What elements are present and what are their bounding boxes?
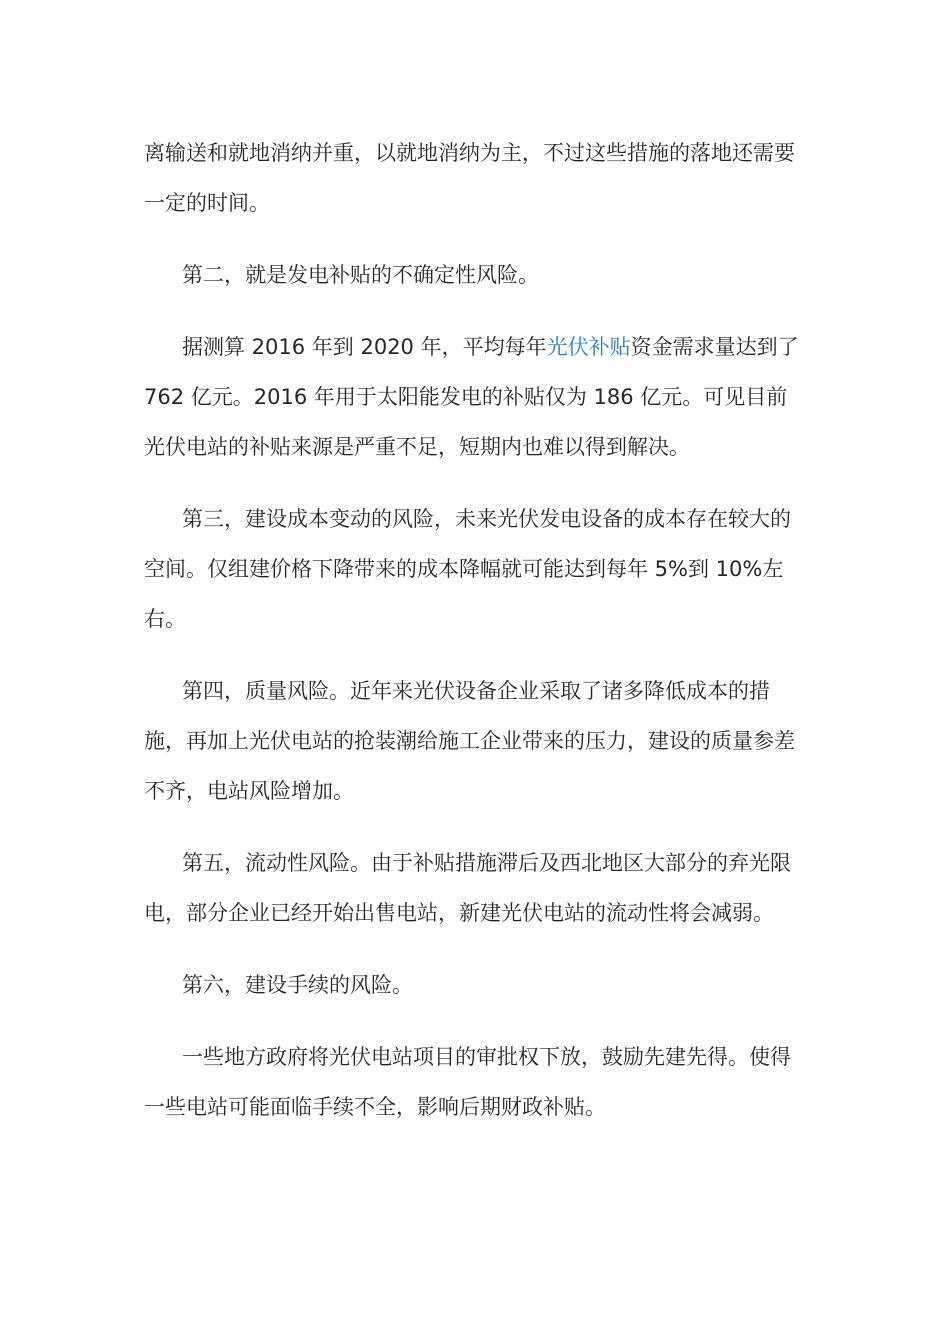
paragraph-risk-5: 第五，流动性风险。由于补贴措施滞后及西北地区大部分的弃光限电，部分企业已经开始出售电站，新建光伏电站的流动性将会减弱。: [144, 851, 791, 925]
paragraph-risk-3: 第三，建设成本变动的风险，未来光伏发电设备的成本存在较大的空间。仅组建价格下降带来的成本降幅就可能达到每年 5%到 10%左右。: [144, 507, 791, 631]
paragraph-continuation: 离输送和就地消纳并重，以就地消纳为主，不过这些措施的落地还需要一定的时间。: [144, 141, 795, 215]
paragraph-risk-2-heading: 第二，就是发电补贴的不确定性风险。: [182, 263, 539, 287]
paragraph-risk-6-heading: 第六，建设手续的风险。: [182, 973, 413, 997]
paragraph-subsidy-estimate: [144, 322, 808, 472]
paragraph-risk-4: 第四，质量风险。近年来光伏设备企业采取了诸多降低成本的措施，再加上光伏电站的抢装潮给施工企业带来的压力，建设的质量参差不齐，电站风险增加。: [144, 679, 795, 803]
paragraph-risk-6-detail: 一些地方政府将光伏电站项目的审批权下放，鼓励先建先得。使得一些电站可能面临手续不全，影响后期财政补贴。: [144, 1045, 791, 1119]
pv-subsidy-link[interactable]: 光伏补贴: [546, 335, 631, 359]
paragraph-text-after-link: 资金需求量达到了 762 亿元。2016 年用于太阳能发电的补贴仅为 186 亿元。可见目前光伏电站的补贴来源是严重不足，短期内也难以得到解决。: [144, 335, 799, 459]
article-body: [144, 128, 808, 1154]
paragraph-text-before-link: 据测算 2016 年到 2020 年，平均每年: [182, 335, 547, 359]
